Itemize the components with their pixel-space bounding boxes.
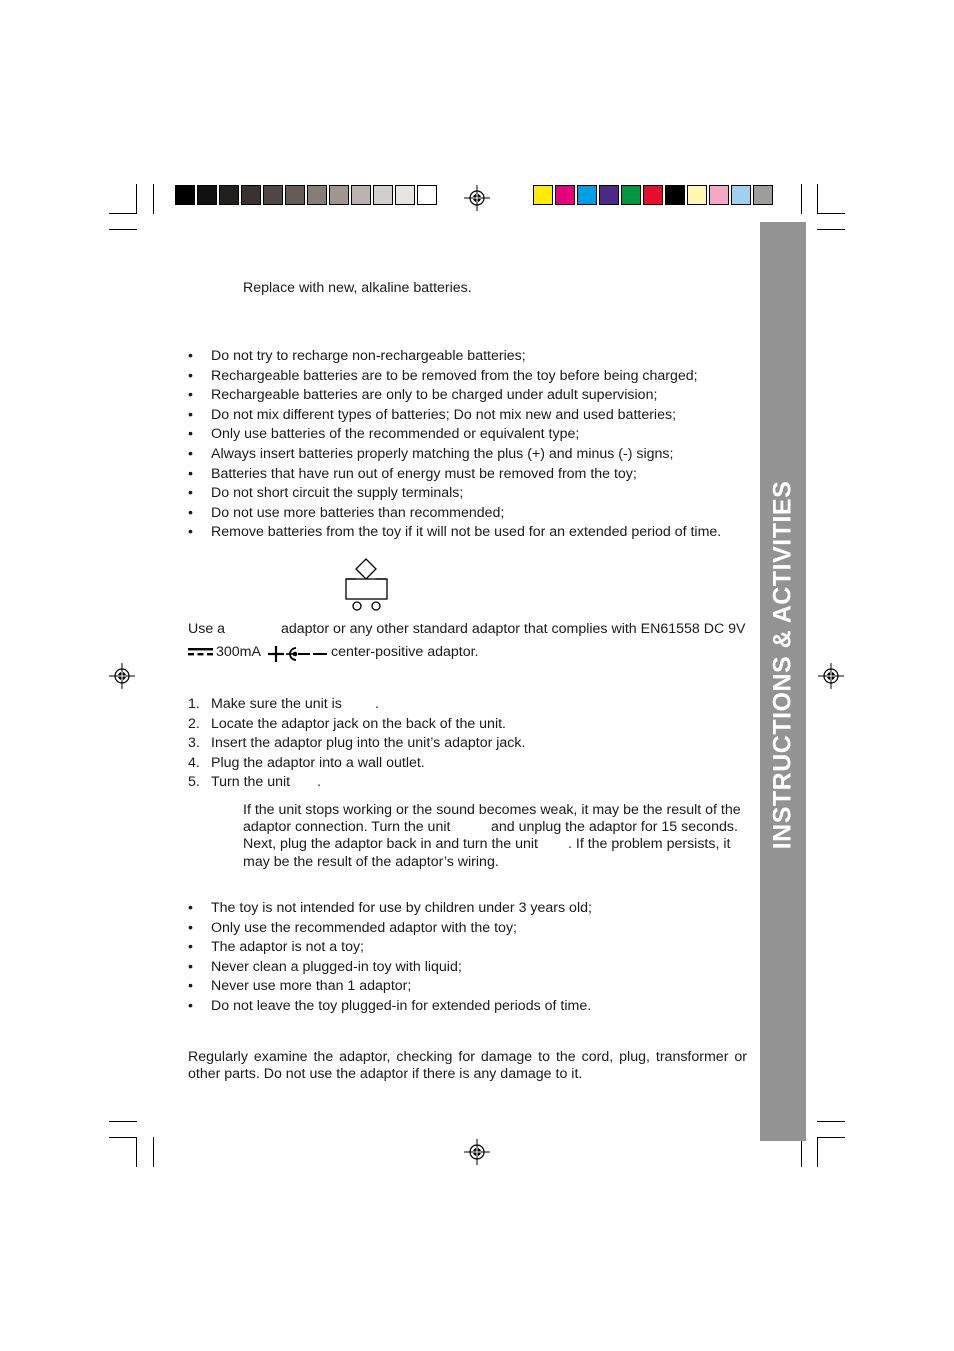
step-text: Insert the adaptor plug into the unit’s adaptor jack. [211, 735, 526, 752]
gray-swatch [241, 185, 261, 205]
color-swatch [643, 185, 663, 205]
gray-swatch [417, 185, 437, 205]
step-number: 2. [188, 715, 200, 732]
registration-mark-right-icon [818, 663, 844, 689]
gray-swatch [329, 185, 349, 205]
battery-notice-text: Do not mix different types of batteries; Do not mix new and used batteries; [211, 406, 677, 423]
battery-notice-text: Do not use more batteries than recommended; [211, 504, 505, 521]
bullet-marker: • [188, 465, 193, 482]
sidebar-title: INSTRUCTIONS & ACTIVITIES [768, 480, 797, 850]
battery-notice-text: Only use batteries of the recommended or equivalent type; [211, 426, 580, 443]
color-swatch [687, 185, 707, 205]
crop-mark [817, 229, 845, 230]
color-swatch [709, 185, 729, 205]
adaptor-notice-text: Never clean a plugged-in toy with liquid; [211, 958, 462, 975]
gray-swatch [351, 185, 371, 205]
bullet-marker: • [188, 900, 193, 916]
adaptor-notice-text: Never use more than 1 adaptor; [211, 978, 412, 995]
bullet-marker: • [188, 524, 193, 541]
adaptor-note-line1: If the unit stops working or the sound becomes weak, it may be the result of the [243, 802, 741, 818]
crop-mark [109, 213, 137, 214]
battery-notice-text: Remove batteries from the toy if it will not be used for an extended period of time. [211, 524, 722, 541]
color-swatch [665, 185, 685, 205]
registration-mark-bottom-icon [464, 1139, 490, 1165]
gray-swatch [307, 185, 327, 205]
adaptor-inspection-text: Regularly examine the adaptor, checking for damage to the cord, plug, transformer or other parts. Do not use the adaptor if there is any damage to it. [188, 1049, 747, 1083]
color-swatch [621, 185, 641, 205]
gray-swatch [219, 185, 239, 205]
gray-swatch [285, 185, 305, 205]
registration-mark-left-icon [109, 663, 135, 689]
color-swatch [599, 185, 619, 205]
step-text: Make sure the unit is [211, 696, 342, 712]
adaptor-note-line2-start: adaptor connection. Turn the unit [243, 819, 451, 835]
step-text: Locate the adaptor jack on the back of the unit. [211, 715, 506, 732]
bullet-marker: • [188, 426, 193, 443]
color-swatch [731, 185, 751, 205]
bullet-marker: • [188, 485, 193, 502]
crop-mark [801, 184, 802, 214]
bullet-marker: • [188, 939, 193, 956]
adaptor-note-line2-end: and unplug the adaptor for 15 seconds. [491, 819, 738, 835]
color-swatch [555, 185, 575, 205]
adaptor-note-line4: may be the result of the adaptor’s wiring. [243, 854, 499, 870]
crop-mark [136, 184, 137, 214]
battery-notice-text: Rechargeable batteries are only to be charged under adult supervision; [211, 387, 658, 404]
step-number: 5. [188, 774, 200, 791]
gray-swatch [175, 185, 195, 205]
adaptor-spec-line1-end: adaptor or any other standard adaptor that complies with EN61558 DC 9V [281, 621, 746, 637]
step-text: Turn the unit [211, 774, 291, 791]
bullet-marker: • [188, 406, 193, 423]
crop-mark [153, 184, 154, 214]
step-number: 4. [188, 754, 200, 771]
bullet-marker: • [188, 367, 193, 384]
bullet-marker: • [188, 958, 193, 975]
gray-swatch [373, 185, 393, 205]
step-tail: . [375, 696, 379, 712]
crop-mark [153, 1137, 154, 1167]
battery-notice-text: Batteries that have run out of energy must be removed from the toy; [211, 465, 637, 482]
step-tail: . [317, 774, 321, 791]
adaptor-notice-text: Do not leave the toy plugged-in for extended periods of time. [211, 997, 592, 1014]
adaptor-note-line3-start: Next, plug the adaptor back in and turn the unit [243, 836, 538, 852]
adaptor-spec-line1-start: Use a [188, 621, 226, 637]
step-number: 1. [188, 696, 200, 712]
color-swatch [533, 185, 553, 205]
gray-swatch [263, 185, 283, 205]
battery-notice-text: Rechargeable batteries are to be removed from the toy before being charged; [211, 367, 698, 384]
bullet-marker: • [188, 348, 193, 364]
adaptor-notice-text: The adaptor is not a toy; [211, 939, 365, 956]
center-positive-polarity-icon [266, 643, 328, 665]
adaptor-note-line3-end: . If the problem persists, it [568, 836, 731, 852]
crop-mark [801, 1137, 802, 1167]
bullet-marker: • [188, 387, 193, 404]
adaptor-current-rating: 300mA [216, 644, 261, 660]
crop-mark [136, 1137, 137, 1167]
gray-swatch [395, 185, 415, 205]
adaptor-spec-line2-end: center-positive adaptor. [331, 644, 479, 660]
bullet-marker: • [188, 445, 193, 462]
battery-replace-note: Replace with new, alkaline batteries. [243, 280, 472, 296]
crop-mark [109, 1137, 137, 1138]
color-swatch [753, 185, 773, 205]
adaptor-notice-text: The toy is not intended for use by children under 3 years old; [211, 900, 592, 916]
crop-mark [817, 1137, 818, 1167]
crop-mark [109, 1121, 137, 1122]
battery-notice-text: Do not try to recharge non-rechargeable batteries; [211, 348, 526, 364]
adaptor-symbol-icon [340, 558, 392, 614]
step-text: Plug the adaptor into a wall outlet. [211, 754, 425, 771]
crop-mark [109, 229, 137, 230]
crop-mark [817, 1121, 845, 1122]
battery-notice-text: Do not short circuit the supply terminals; [211, 485, 464, 502]
color-swatch [577, 185, 597, 205]
bullet-marker: • [188, 919, 193, 936]
crop-mark [817, 1137, 845, 1138]
crop-mark [817, 184, 818, 214]
crop-mark [817, 213, 845, 214]
gray-swatch [197, 185, 217, 205]
dc-symbol-icon [188, 646, 214, 658]
bullet-marker: • [188, 504, 193, 521]
battery-notice-text: Always insert batteries properly matching the plus (+) and minus (-) signs; [211, 445, 674, 462]
registration-mark-top-icon [464, 185, 490, 211]
bullet-marker: • [188, 978, 193, 995]
adaptor-notice-text: Only use the recommended adaptor with the toy; [211, 919, 517, 936]
bullet-marker: • [188, 997, 193, 1014]
step-number: 3. [188, 735, 200, 752]
